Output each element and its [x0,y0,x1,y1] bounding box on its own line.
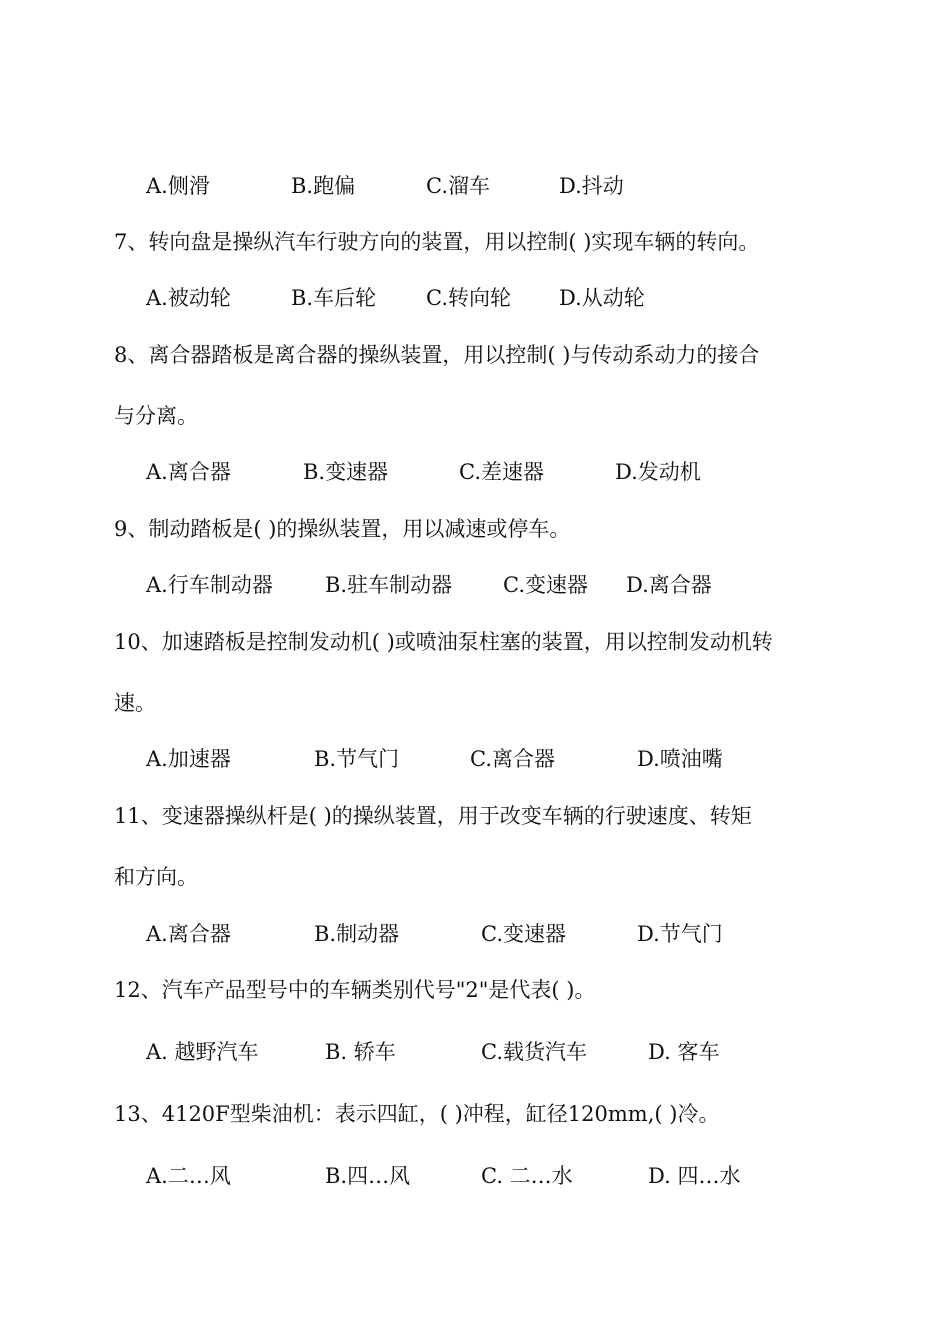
q13-option-a: A.二…风 [146,1164,231,1188]
q11-text: 11、变速器操纵杆是( )的操纵装置，用于改变车辆的行驶速度、转矩 [114,804,752,828]
q10-option-a: A.加速器 [146,747,231,771]
q12-text: 12、汽车产品型号中的车辆类别代号"2"是代表( )。 [114,978,596,1002]
q11-option-b: B.制动器 [314,922,400,946]
q9-option-c: C.变速器 [503,573,588,597]
q13-option-c: C. 二…水 [481,1164,573,1188]
q10-option-c: C.离合器 [470,747,555,771]
q7-options [146,284,906,312]
q7-option-d: D.从动轮 [559,286,645,310]
q12-option-c: C.载货汽车 [481,1040,587,1064]
q11-options [146,920,906,948]
q12-options [146,1038,906,1066]
q8-options [146,458,906,486]
q8-option-a: A.离合器 [146,460,231,484]
q6-option-d: D.抖动 [559,174,624,198]
q6-option-a: A.侧滑 [146,174,210,198]
q10-text: 10、加速踏板是控制发动机( )或喷油泵柱塞的装置，用以控制发动机转 [114,630,773,654]
q11-option-a: A.离合器 [146,922,231,946]
q7-option-c: C.转向轮 [426,286,511,310]
q9-text: 9、制动踏板是( )的操纵装置，用以减速或停车。 [114,517,571,541]
q12-option-a: A. 越野汽车 [146,1040,259,1064]
q9-option-d: D.离合器 [626,573,712,597]
q8-option-d: D.发动机 [615,460,701,484]
q8-option-b: B.变速器 [303,460,389,484]
q9-option-b: B.驻车制动器 [325,573,453,597]
q10-option-b: B.节气门 [314,747,400,771]
q12-option-d: D. 客车 [648,1040,720,1064]
q6-options [146,172,906,200]
q10-option-d: D.喷油嘴 [637,747,723,771]
q8-option-c: C.差速器 [459,460,544,484]
q10-options [146,745,906,773]
q11-text-cont: 和方向。 [114,865,198,889]
q11-option-c: C.变速器 [481,922,566,946]
q7-option-a: A.被动轮 [146,286,231,310]
q8-text-cont: 与分离。 [114,404,198,428]
q13-option-d: D. 四…水 [648,1164,741,1188]
q6-option-c: C.溜车 [426,174,490,198]
q8-text: 8、离合器踏板是离合器的操纵装置，用以控制( )与传动系动力的接合 [114,343,760,367]
q7-text: 7、转向盘是操纵汽车行驶方向的装置，用以控制( )实现车辆的转向。 [114,230,760,254]
q12-option-b: B. 轿车 [325,1040,396,1064]
q10-text-cont: 速。 [114,691,156,715]
q11-option-d: D.节气门 [637,922,723,946]
q13-options [146,1162,906,1190]
q13-text: 13、4120F型柴油机：表示四缸，( )冲程，缸径120mm,( )冷。 [114,1102,720,1126]
q7-option-b: B.车后轮 [291,286,377,310]
q9-option-a: A.行车制动器 [146,573,273,597]
q13-option-b: B.四…风 [325,1164,411,1188]
q9-options [146,571,906,599]
q6-option-b: B.跑偏 [291,174,356,198]
